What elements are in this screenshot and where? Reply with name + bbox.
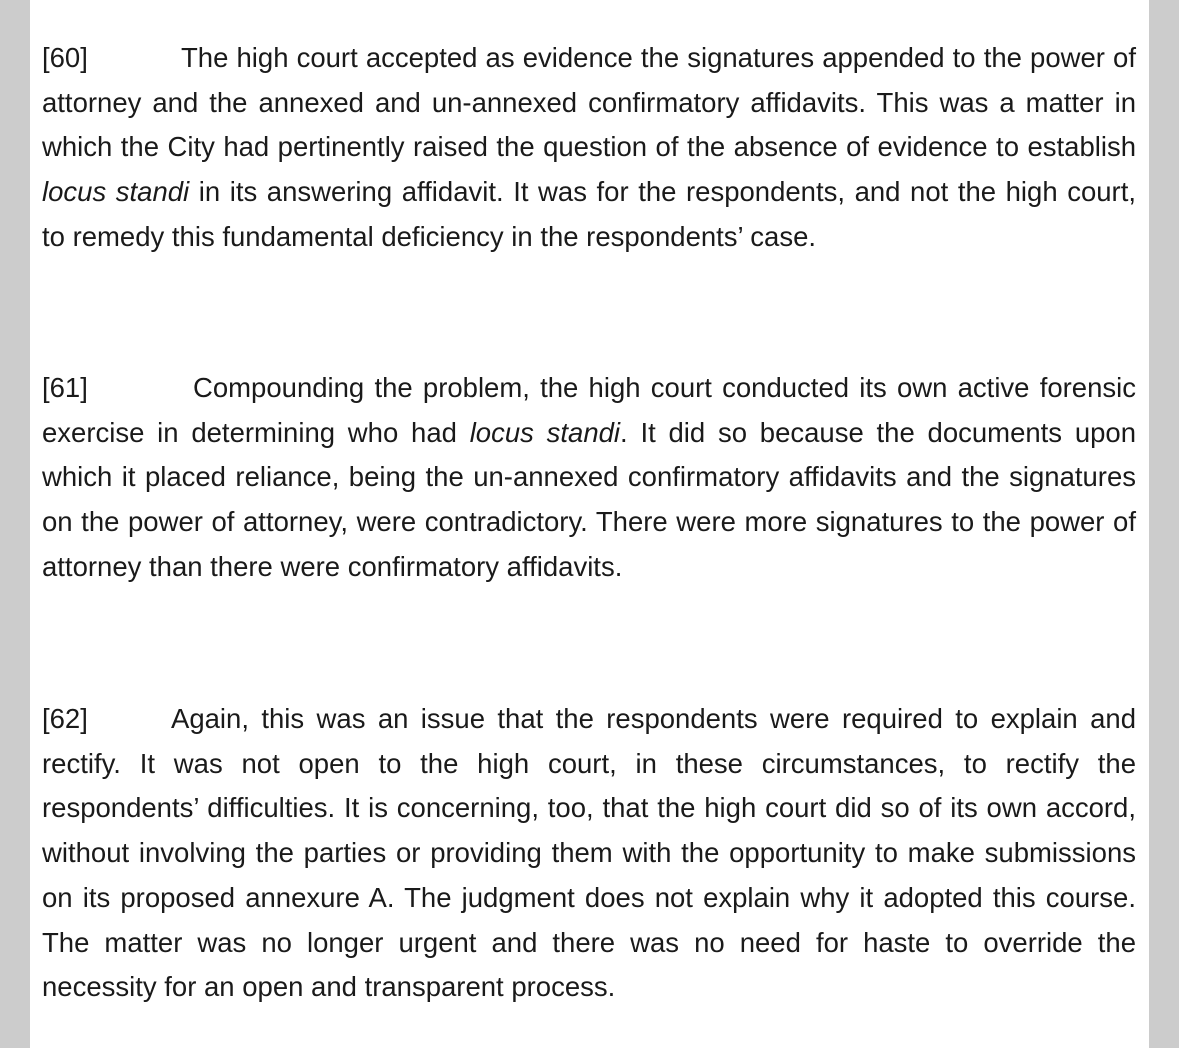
- italic-term: locus standi: [42, 176, 190, 208]
- paragraph-text: The high court accepted as evidence the signatures appended to the power of attorney and the annexed and un-annexed confirmatory affidavits. This was a matter in which the City had pertinently raised the question of the absence of evidence to establish: [42, 42, 1136, 163]
- paragraph-61: [42, 366, 1136, 590]
- paragraph-number: [61]: [42, 372, 88, 403]
- document-page: [30, 0, 1149, 1048]
- paragraph-60: [42, 36, 1136, 260]
- paragraph-text: . It did so because the documents upon which it placed reliance, being the un-annexed confirmatory affidavits and the signatures on the power of attorney, were contradictory. There were more signatures to the power of attorney than there were confirmatory affidavits.: [42, 416, 1136, 582]
- paragraph-text: Compounding the problem, the high court conducted its own active forensic exercise in determining who had: [42, 372, 1136, 448]
- paragraph-text: in its answering affidavit. It was for the respondents, and not the high court, to remedy this fundamental deficiency in the respondents’ case.: [42, 176, 1136, 252]
- paragraph-number: [62]: [42, 703, 88, 734]
- paragraph-62: [42, 697, 1136, 1010]
- paragraph-text: Again, this was an issue that the respondents were required to explain and rectify. It was not open to the high court, in these circumstances, to rectify the respondents’ difficulties. It is concerning, too, that the high court did so of its own accord, without involving the parties or providing them with the opportunity to make submissions on its proposed annexure A. The judgment does not explain why it adopted this course. The matter was no longer urgent and there was no need for haste to override the necessity for an open and transparent process.: [42, 703, 1136, 1003]
- paragraph-number: [60]: [42, 42, 88, 73]
- italic-term: locus standi: [469, 416, 621, 448]
